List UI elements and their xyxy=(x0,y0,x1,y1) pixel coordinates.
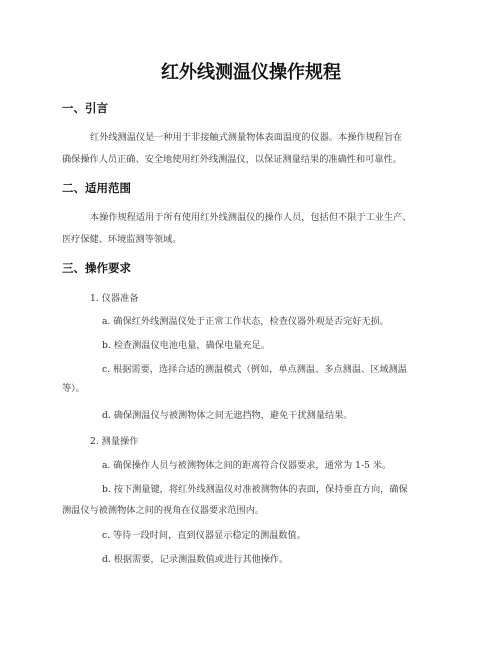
list-subitem: b. 按下测量键，将红外线测温仪对准被测物体的表面，保持垂直方向，确保 xyxy=(102,484,408,495)
list-subitem: a. 确保操作人员与被测物体之间的距离符合仪器要求，通常为 1-5 米。 xyxy=(102,460,392,471)
paragraph-line: 红外线测温仪是一种用于非接触式测量物体表面温度的仪器。本操作规程旨在 xyxy=(90,132,403,143)
paragraph-line: 医疗保健、环境监测等领域。 xyxy=(62,234,182,245)
list-subitem: c. 等待一段时间，直到仪器显示稳定的测温数值。 xyxy=(102,530,306,541)
list-subitem-continuation: 等）。 xyxy=(62,383,85,394)
list-subitem: d. 确保测温仪与被测物体之间无遮挡物，避免干扰测量结果。 xyxy=(102,410,353,421)
list-item-measurement: 2. 测量操作 xyxy=(90,436,139,447)
paragraph-line: 确保操作人员正确、安全地使用红外线测温仪，以保证测量结果的准确性和可靠性。 xyxy=(62,154,402,165)
page-title: 红外线测温仪操作规程 xyxy=(161,62,341,83)
section-heading-scope: 二、适用范围 xyxy=(62,181,131,195)
list-subitem: d. 根据需要，记录测温数值或进行其他操作。 xyxy=(102,554,289,565)
list-subitem: b. 检查测温仪电池电量，确保电量充足。 xyxy=(102,340,270,351)
list-subitem-continuation: 测温仪与被测物体之间的视角在仪器要求范围内。 xyxy=(62,505,265,516)
paragraph-line: 本操作规程适用于所有使用红外线测温仪的操作人员，包括但不限于工业生产、 xyxy=(90,212,412,223)
list-subitem: c. 根据需要，选择合适的测温模式（例如，单点测温、多点测温、区域测温 xyxy=(102,364,407,375)
list-subitem: a. 确保红外线测温仪处于正常工作状态，检查仪器外观是否完好无损。 xyxy=(102,316,389,327)
section-heading-requirements: 三、操作要求 xyxy=(62,261,131,275)
list-item-instrument-prep: 1. 仪器准备 xyxy=(90,293,139,304)
section-heading-introduction: 一、引言 xyxy=(62,101,108,115)
